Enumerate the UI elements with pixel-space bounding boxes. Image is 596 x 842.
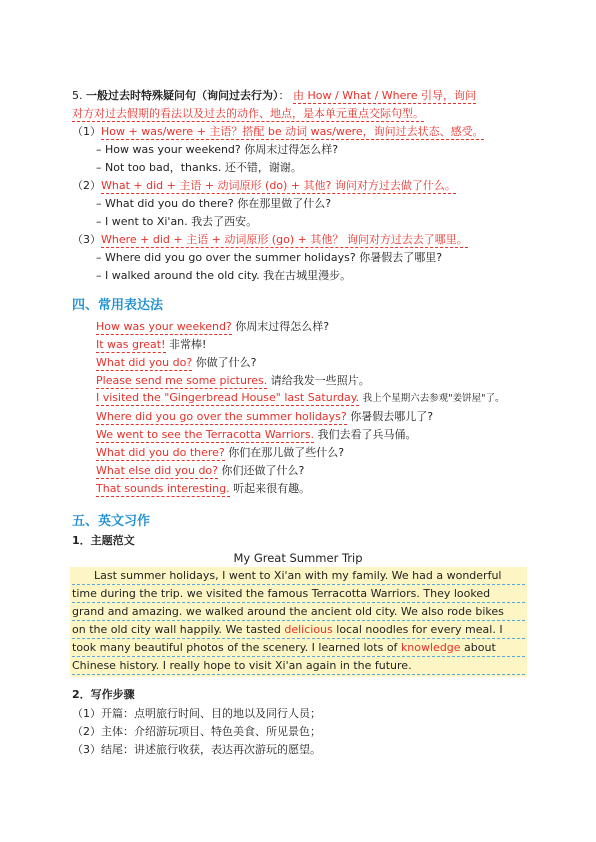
expression-zh: 非常棒! bbox=[169, 338, 207, 351]
rule-text: Where + did + 主语 + 动词原形 (go) + 其他？ 询问对方过去去了哪里。 bbox=[101, 233, 468, 246]
essay-line-text: about bbox=[460, 641, 496, 654]
section5-number: 5. bbox=[72, 89, 83, 102]
rule-item-1 bbox=[72, 123, 484, 139]
example-line: – Where did you go over the summer holidays? 你暑假去了哪里? bbox=[96, 251, 443, 264]
section4-heading: 四、常用表达法 bbox=[72, 298, 164, 313]
essay-line-text: took many beautiful photos of the scenery. I learned lots of bbox=[72, 641, 401, 654]
writing-step: （2）主体：介绍游玩项目、特色美食、所见景色； bbox=[72, 725, 321, 738]
essay-line-text: on the old city wall happily. We tasted bbox=[72, 623, 285, 636]
expression-zh: 你做了什么? bbox=[195, 356, 257, 369]
rule-item-3 bbox=[72, 231, 468, 247]
expression-zh: 你暑假去哪儿了? bbox=[350, 410, 434, 423]
section5-desc-b: 对方对过去假期的看法以及过去的动作、地点，是本单元重点交际句型。 bbox=[72, 107, 424, 120]
expression-en: Where did you go over the summer holidays? bbox=[96, 410, 347, 423]
writing-heading: 五、英文习作 bbox=[72, 514, 151, 529]
expression-en: What did you do? bbox=[96, 356, 193, 369]
expression-item bbox=[96, 408, 433, 424]
expression-zh: 你们在那儿做了些什么? bbox=[228, 446, 345, 459]
expression-en: I visited the "Gingerbread House" last Saturday. bbox=[96, 391, 360, 404]
essay-line-text: Chinese history. I really hope to visit Xi'an again in the future. bbox=[72, 659, 412, 672]
expression-en: We went to see the Terracotta Warriors. bbox=[96, 428, 315, 441]
rule-text: What + did + 主语 + 动词原形 (do) + 其他? 询问对方过去做了什么。 bbox=[101, 179, 456, 192]
expression-item bbox=[96, 372, 370, 388]
rule-number: （1） bbox=[72, 125, 101, 138]
sample-essay-subheading: 1．主题范文 bbox=[72, 534, 135, 547]
rule-item-2 bbox=[72, 177, 456, 193]
example-line: – Not too bad，thanks. 还不错，谢谢。 bbox=[96, 161, 302, 174]
essay-line-text: grand and amazing. we walked around the ancient old city. We also rode bikes bbox=[72, 605, 504, 618]
section5-title: 一般过去时特殊疑问句（询问过去行为） bbox=[86, 89, 279, 102]
expression-item bbox=[96, 426, 417, 442]
section5-colon: ： bbox=[278, 89, 290, 102]
expression-en: What did you do there? bbox=[96, 446, 225, 459]
writing-steps-subheading: 2．写作步骤 bbox=[72, 688, 135, 701]
essay-line bbox=[72, 658, 525, 675]
expression-en: How was your weekend? bbox=[96, 320, 232, 333]
expression-en: It was great! bbox=[96, 338, 166, 351]
expression-zh: 我们去看了兵马俑。 bbox=[317, 428, 417, 441]
essay-line-text: local noodles for every meal. I bbox=[332, 623, 503, 636]
highlight-word-delicious: delicious bbox=[284, 623, 333, 636]
expression-zh: 听起来很有趣。 bbox=[233, 482, 311, 495]
example-line: – I went to Xi'an. 我去了西安。 bbox=[96, 215, 258, 228]
section5-desc-b-line bbox=[72, 105, 424, 121]
expression-item bbox=[96, 444, 344, 460]
writing-step: （3）结尾：讲述旅行收获，表达再次游玩的愿望。 bbox=[72, 743, 321, 756]
expression-zh: 我上个星期六去参观"姜饼屋"了。 bbox=[362, 393, 505, 404]
essay-line bbox=[72, 604, 525, 621]
expression-zh: 你们还做了什么? bbox=[221, 464, 305, 477]
expression-item bbox=[96, 462, 304, 478]
expression-en: That sounds interesting. bbox=[96, 482, 230, 495]
expression-item bbox=[96, 480, 310, 496]
expression-item bbox=[96, 318, 329, 334]
rule-number: （3） bbox=[72, 233, 101, 246]
essay-line bbox=[72, 622, 525, 639]
example-line: – What did you do there? 你在那里做了什么? bbox=[96, 197, 332, 210]
writing-step: （1）开篇：点明旅行时间、目的地以及同行人员； bbox=[72, 707, 321, 720]
essay-line bbox=[72, 640, 525, 657]
rule-text: How + was/were + 主语？搭配 be 动词 was/were，询问过去状态、感受。 bbox=[101, 125, 484, 138]
expression-en: Please send me some pictures. bbox=[96, 374, 268, 387]
example-line: – How was your weekend? 你周末过得怎么样? bbox=[96, 143, 339, 156]
expression-en: What else did you do? bbox=[96, 464, 218, 477]
rule-number: （2） bbox=[72, 179, 101, 192]
example-line: – I walked around the old city. 我在古城里漫步。 bbox=[96, 269, 352, 282]
expression-item bbox=[96, 390, 504, 404]
essay-line bbox=[72, 568, 525, 585]
essay-title: My Great Summer Trip bbox=[233, 551, 363, 565]
essay-line-text: Last summer holidays, I went to Xi'an with my family. We had a wonderful bbox=[94, 569, 502, 582]
expression-zh: 请给我发一些照片。 bbox=[270, 374, 370, 387]
section5-header bbox=[72, 87, 476, 103]
expression-item bbox=[96, 354, 257, 370]
section5-desc-a: 由 How / What / Where 引导，询问 bbox=[293, 89, 476, 102]
highlight-word-knowledge: knowledge bbox=[400, 641, 461, 654]
expression-zh: 你周末过得怎么样? bbox=[235, 320, 330, 333]
essay-line-text: time during the trip. we visited the famous Terracotta Warriors. They looked bbox=[72, 587, 491, 600]
expression-item bbox=[96, 336, 206, 352]
essay-line bbox=[72, 586, 525, 603]
